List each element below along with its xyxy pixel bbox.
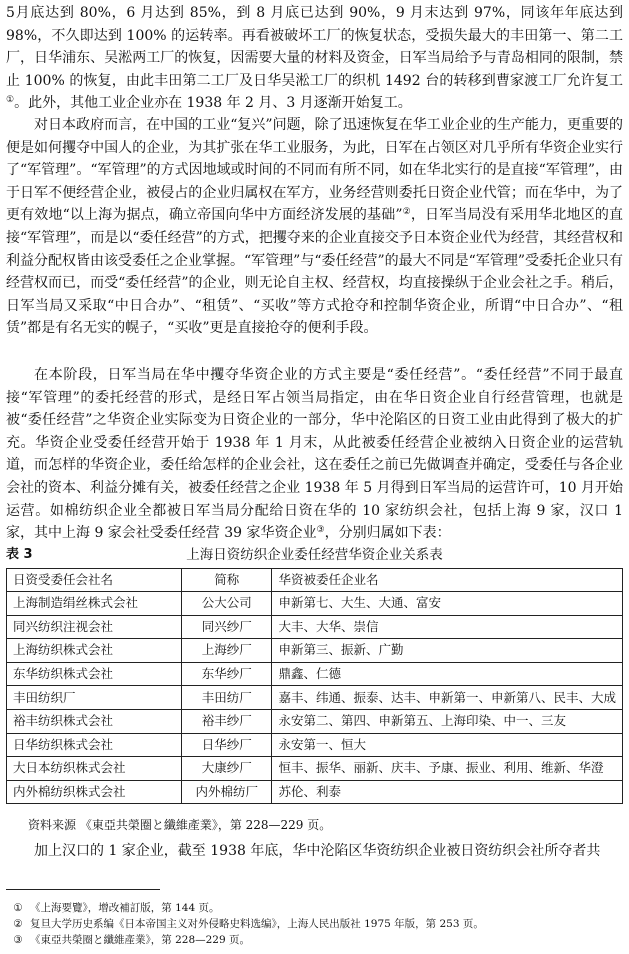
enterprises-cell: 苏伦、利泰 (272, 780, 623, 804)
company-cell: 内外棉纺织株式会社 (7, 780, 182, 804)
footnote-ref-2[interactable]: ② (402, 207, 411, 218)
paragraph-2 (6, 114, 623, 340)
footnote-mark: ② (13, 918, 23, 930)
abbrev-cell: 公大公司 (182, 592, 272, 616)
abbrev-cell: 东华纱厂 (182, 662, 272, 686)
table-row (7, 780, 623, 804)
company-cell: 丰田纺织厂 (7, 686, 182, 710)
table-header-row (7, 569, 623, 592)
paragraph-text: 5月底达到 80%，6 月达到 85%，到 8 月底已达到 90%，9 月末达到 97%，同该年年底达到 98%，不久即达到 100% 的运转率。再看被破坏工厂的恢复状态，受损失最大的丰田第一、第二工厂，日华浦东、吴淞两工厂的恢复，因需要大量的材料及资金，日军当局给予与青岛相同的限制，禁止 100% 的恢复，由此丰田第二工厂及日华吴淞工厂的织机 1492 台的转移到曹家渡工厂允许复工 (6, 5, 623, 89)
footnotes (6, 900, 623, 948)
paragraph-text: 对日本政府而言，在中国的工业“复兴”问题，除了迅速恢复在华工业企业的生产能力，更重要的便是如何攫夺中国人的企业，为其扩张在华工业服务，为此，日军在占领区对几乎所有华资企业实行了“军管理”。“军管理”的方式因地域或时间的不同而有所不同，如在华北实行的是直接“军管理”，由于日军不便经营企业，被侵占的企业归属权在军方，业务经营则委托日资企业代管；而在华中，为了更有效地“以上海为据点，确立帝国向华中方面经济发展的基础” (6, 117, 623, 224)
header-cell-company: 日资受委任会社名 (7, 569, 182, 592)
header-cell-abbrev: 简称 (182, 569, 272, 592)
table-row (7, 615, 623, 639)
enterprises-cell: 鼎鑫、仁德 (272, 662, 623, 686)
company-cell: 同兴纺织注视会社 (7, 615, 182, 639)
company-cell: 东华纺织株式会社 (7, 662, 182, 686)
footnote-mark: ③ (13, 934, 23, 946)
abbrev-cell: 大康纱厂 (182, 757, 272, 781)
enterprises-cell: 永安第一、恒大 (272, 733, 623, 757)
table-row (7, 592, 623, 616)
table-row (7, 709, 623, 733)
company-cell: 裕丰纺织株式会社 (7, 709, 182, 733)
abbrev-cell: 丰田纺厂 (182, 686, 272, 710)
footnote-2 (6, 916, 623, 932)
footnote-mark: ① (13, 902, 23, 914)
table-source: 资料来源 《東亞共榮圈と纖維產業》，第 228—229 页。 (28, 818, 332, 832)
paragraph-text: 在本阶段，日军当局在华中攫夺华资企业的方式主要是“委任经营”。“委任经营”不同于最直接“军管理”的委托经营的形式，是经日军占领当局指定，由在华日资企业自行经营管理，也就是被“委任经营”之华资企业实际变为日资企业的一部分，华中沦陷区的日资工业由此得到了极大的扩充。华资企业受委任经营开始于 1938 年 1 月末，从此被委任经营企业被纳入日资企业的运营轨道，而怎样的华资企业，委任给怎样的企业会社，这在委任之前已先做调查并确定，受委任与各企业会社的资本、利益分摊有关，被委任经营之企业 1938 年 5 月得到日军当局的运营许可，10 月开始运营。如棉纺织企业全都被日军当局分配给日资在华的 10 家纺织会社，包括上海 9 家，汉口 1 家，其中上海 9 家会社受委任经营 39 家华资企业 (6, 367, 623, 542)
company-cell: 大日本纺织株式会社 (7, 757, 182, 781)
company-cell: 上海制造绢丝株式会社 (7, 592, 182, 616)
enterprises-cell: 申新第七、大生、大通、富安 (272, 592, 623, 616)
footnote-1 (6, 900, 623, 916)
table-title: 上海日资纺织企业委任经营华资企业关系表 (186, 547, 443, 563)
footnote-text: 复旦大学历史系编《日本帝国主义对外侵略史料选编》，上海人民出版社 1975 年版，第 253 页。 (30, 918, 484, 930)
relationship-table (6, 568, 623, 804)
footnote-divider (6, 889, 160, 890)
table-row (7, 733, 623, 757)
table-row (7, 639, 623, 663)
enterprises-cell: 嘉丰、纬通、振泰、达丰、申新第一、申新第八、民丰、大成 (272, 686, 623, 710)
paragraph-text: ，日军当局没有采用华北地区的直接“军管理”，而是以“委任经营”的方式，把攫夺来的企业直接交予日本资企业代为经营，其经营权和利益分配权皆由该受委任之企业掌握。“军管理”与“委任经营”的最大不同是“军管理”受委托企业只有经营权而已，而受“委任经营”的企业，则无论自主权、经营权，均直接操纵于企业会社之手。稍后，日军当局又采取“中日合办”、“租赁”、“买收”等方式抢夺和控制华资企业，所谓“中日合办”、“租赁”都是有名无实的幌子，“买收”更是直接抢夺的便利手段。 (6, 207, 623, 337)
footnote-ref-3[interactable]: ③ (316, 525, 325, 536)
table-number: 表 3 (6, 547, 33, 562)
abbrev-cell: 日华纱厂 (182, 733, 272, 757)
paragraph-4: 加上汉口的 1 家企业，截至 1938 年底，华中沦陷区华资纺织企业被日资纺织会社所夺者共 (34, 843, 601, 859)
paragraph-text: 。此外，其他工业企业亦在 1938 年 2 月、3 月逐渐开始复工。 (14, 95, 412, 112)
abbrev-cell: 内外棉纺厂 (182, 780, 272, 804)
table-caption (6, 545, 623, 565)
footnote-text: 《東亞共榮圈と纖維產業》，第 228—229 页。 (30, 934, 251, 946)
paragraph-1 (6, 2, 623, 115)
enterprises-cell: 永安第二、第四、申新第五、上海印染、中一、三友 (272, 709, 623, 733)
table-row (7, 662, 623, 686)
paragraph-text: ，分别归属如下表： (324, 525, 451, 542)
abbrev-cell: 同兴纱厂 (182, 615, 272, 639)
footnote-3 (6, 932, 623, 948)
abbrev-cell: 裕丰纱厂 (182, 709, 272, 733)
enterprises-cell: 申新第三、振新、广勤 (272, 639, 623, 663)
company-cell: 日华纺织株式会社 (7, 733, 182, 757)
header-cell-enterprises: 华资被委任企业名 (272, 569, 623, 592)
table-row (7, 757, 623, 781)
company-cell: 上海纺织株式会社 (7, 639, 182, 663)
enterprises-cell: 大丰、大华、崇信 (272, 615, 623, 639)
table-row (7, 686, 623, 710)
enterprises-cell: 恒丰、振华、丽新、庆丰、予康、振业、利用、维新、华澄 (272, 757, 623, 781)
abbrev-cell: 上海纱厂 (182, 639, 272, 663)
footnote-text: 《上海要覽》，增改補訂版，第 144 页。 (30, 902, 220, 914)
footnote-ref-1[interactable]: ① (6, 95, 15, 106)
paragraph-3 (6, 364, 623, 545)
